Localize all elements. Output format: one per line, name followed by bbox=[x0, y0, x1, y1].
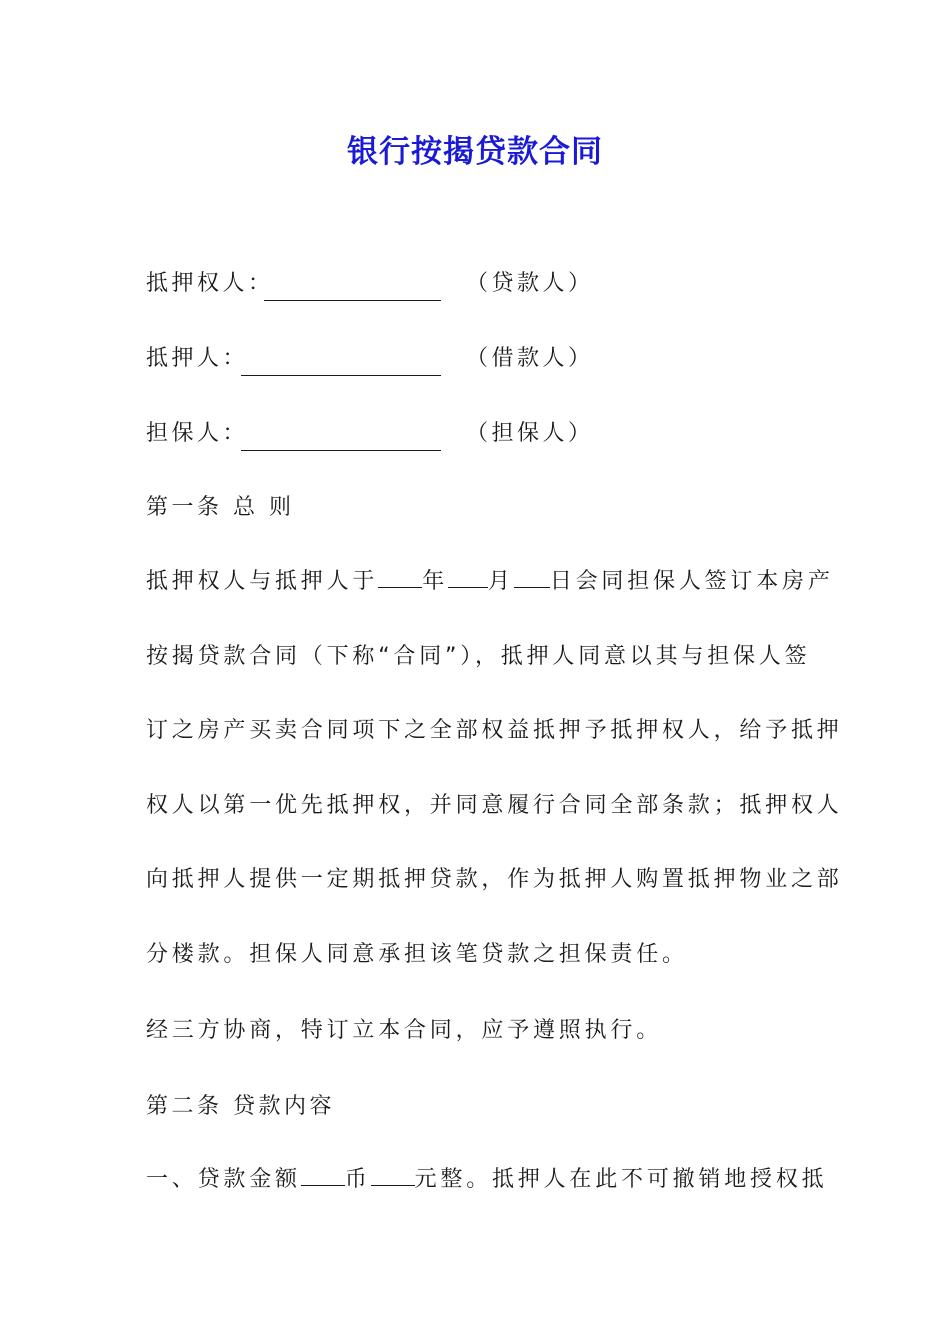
text-segment: 日会同担保人签订本房产 bbox=[549, 569, 834, 594]
party-role: 抵押权人： bbox=[146, 271, 274, 296]
fill-blank bbox=[301, 1161, 345, 1186]
fill-blank bbox=[378, 563, 422, 588]
party-role: 担保人： bbox=[146, 421, 249, 446]
text-segment: 月 bbox=[488, 569, 514, 594]
party-note: （借款人） bbox=[466, 346, 594, 371]
section-1-closing: 经三方协商，特订立本合同，应予遵照执行。 bbox=[146, 1018, 663, 1043]
section-1-body bbox=[146, 545, 843, 992]
text-segment: 一、贷款金额 bbox=[146, 1167, 301, 1192]
text-line: 分楼款。担保人同意承担该笔贷款之担保责任。 bbox=[146, 941, 688, 967]
party-role: 抵押人： bbox=[146, 346, 249, 371]
section-1-heading: 第一条 总 则 bbox=[146, 495, 295, 520]
text-line bbox=[146, 545, 834, 620]
fill-blank bbox=[241, 416, 441, 451]
text-line: 向抵押人提供一定期抵押贷款，作为抵押人购置抵押物业之部 bbox=[146, 867, 843, 892]
text-line bbox=[146, 1143, 828, 1218]
text-segment: 年 bbox=[422, 569, 449, 594]
text-segment: 币 bbox=[344, 1167, 371, 1192]
text-segment: 元整。抵押人在此不可撤销地授权抵 bbox=[414, 1167, 828, 1192]
fill-blank bbox=[371, 1161, 415, 1186]
party-mortgagor bbox=[146, 341, 594, 377]
fill-blank bbox=[448, 563, 488, 588]
party-guarantor bbox=[146, 416, 594, 452]
document-title: 银行按揭贷款合同 bbox=[347, 134, 603, 170]
section-2-body bbox=[146, 1143, 828, 1218]
section-2-heading: 第二条 贷款内容 bbox=[146, 1094, 335, 1119]
text-line: 权人以第一优先抵押权，并同意履行合同全部条款；抵押权人 bbox=[146, 792, 843, 818]
text-line: 按揭贷款合同（下称“合同”），抵押人同意以其与担保人签 bbox=[146, 643, 811, 669]
fill-blank bbox=[264, 266, 441, 301]
fill-blank bbox=[514, 563, 550, 588]
party-mortgagee bbox=[146, 266, 594, 302]
party-note: （贷款人） bbox=[466, 271, 594, 296]
fill-blank bbox=[241, 341, 441, 376]
text-segment: 抵押权人与抵押人于 bbox=[146, 569, 379, 594]
party-note: （担保人） bbox=[466, 421, 594, 446]
text-line: 订之房产买卖合同项下之全部权益抵押予抵押权人，给予抵押 bbox=[146, 718, 843, 743]
